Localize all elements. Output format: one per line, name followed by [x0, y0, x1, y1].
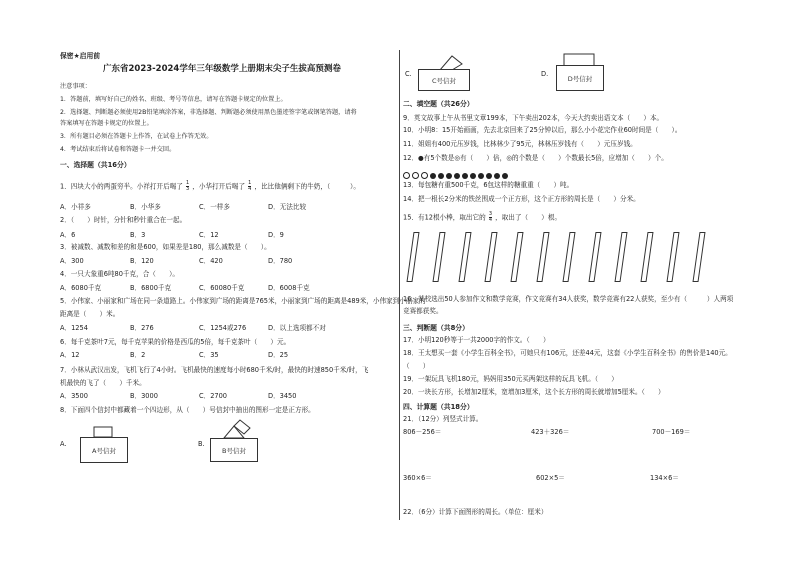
secret-label: 保密★启用前 [60, 52, 101, 60]
option[interactable]: C．2700 [199, 392, 227, 400]
option[interactable]: D．9 [268, 231, 284, 239]
question-16-cont: 竞赛都获奖。 [403, 307, 443, 315]
question-19: 19．一架玩具飞机180元，妈妈用350元买两架这样的玩具飞机。（ ） [403, 375, 618, 383]
fraction [186, 181, 189, 192]
envelope-b[interactable] [210, 418, 258, 463]
stick-icon [536, 232, 549, 282]
note-item: 4．考试结束后将试卷和答题卡一并交回。 [60, 146, 176, 153]
option-letter[interactable]: C. [405, 70, 412, 78]
frac-num: 1 [186, 180, 190, 186]
question-22: 22．（6分）计算下面图形的周长。（单位：厘米） [403, 508, 548, 516]
stick-icon [692, 232, 705, 282]
option[interactable]: A．1254 [60, 324, 88, 332]
option[interactable]: D．3450 [268, 392, 297, 400]
stick-icon [666, 232, 679, 282]
envelope-a[interactable] [80, 423, 128, 463]
open-circle-icon [412, 172, 419, 179]
stick-icon [614, 232, 627, 282]
option[interactable]: D．780 [268, 257, 293, 265]
option[interactable]: A．300 [60, 257, 84, 265]
filled-circle-icon [462, 173, 468, 179]
q12-num: 12． [403, 154, 418, 162]
filled-circle-icon [454, 173, 460, 179]
option[interactable]: B．6800千克 [130, 284, 172, 292]
q1-text: ，比比他俩剩下的牛奶，（ ）。 [254, 182, 360, 191]
envelope-d[interactable] [556, 52, 604, 92]
filled-circle-icon [446, 173, 452, 179]
question-17: 17．小明120秒等于一共2000字的作文。（ ） [403, 336, 550, 344]
calc-item: 134×6＝ [650, 474, 679, 482]
calc-item: 602×5＝ [536, 474, 565, 482]
q1-text: ，小华打开后喝了 [192, 182, 246, 191]
open-circle-icon [403, 172, 410, 179]
question-3: 3．被减数、减数和差的和是600，如果差是180，那么减数是（ ）。 [60, 243, 271, 251]
note-item: 1．答题前，填写好自己的姓名、班级、考号等信息，请写在答题卡规定的位置上。 [60, 96, 287, 103]
question-8: 8．下面四个信封中都藏着一个四边形，从（ ）号信封中抽出的图形一定是正方形。 [60, 406, 315, 414]
question-20: 20．一块长方形，长增加2厘米，宽增加3厘米，这个长方形的周长就增加5厘米。（ ） [403, 388, 665, 396]
envelope-label: C号信封 [418, 69, 470, 91]
stick-icon [432, 232, 445, 282]
filled-circle-icon [438, 173, 444, 179]
stick-icon [588, 232, 601, 282]
option[interactable]: D．无法比较 [268, 203, 307, 211]
stick-icon [484, 232, 497, 282]
note-item: 3．所有题目必须在答题卡上作答，在试卷上作答无效。 [60, 133, 213, 140]
question-10: 10．小明8：15开始画画，先去北京回来了25分钟以后，那么小小花完作业60时间是（ ）。 [403, 126, 682, 134]
option[interactable]: B．276 [130, 324, 154, 332]
filled-circle-icon [486, 173, 492, 179]
filled-circle-icon [470, 173, 476, 179]
fraction [248, 181, 251, 192]
q1-text: 1．四块大小的两蛋穷半。小祥打开后喝了 [60, 182, 183, 191]
q15-text: 15．有12根小棒，取出它的 [403, 213, 486, 222]
envelope-label: A号信封 [80, 437, 128, 463]
open-circle-icon [421, 172, 428, 179]
note-item: 答案填写在答题卡规定的位置上。 [60, 120, 153, 127]
option[interactable]: A．6080千克 [60, 284, 102, 292]
option[interactable]: B．3000 [130, 392, 158, 400]
envelope-flap-icon [556, 52, 604, 66]
option[interactable]: C．一样多 [199, 203, 230, 211]
calc-item: 806－256＝ [403, 428, 442, 436]
envelope-c[interactable] [418, 52, 470, 92]
option-letter[interactable]: A. [60, 440, 67, 448]
question-9: 9．英文故事上午从书里文章199本，下午卖出202本，今天大约卖出语文本（ ）本。 [403, 114, 664, 122]
stick-icon [510, 232, 523, 282]
notes-heading: 注意事项： [60, 83, 91, 90]
option[interactable]: A．6 [60, 231, 76, 239]
option[interactable]: C．60080千克 [199, 284, 245, 292]
option[interactable]: B．2 [130, 351, 146, 359]
section-heading: 三、判断题（共8分） [403, 324, 469, 332]
question-2: 2．（ ）时针，分针和秒针重合在一起。 [60, 216, 187, 224]
option[interactable]: C．35 [199, 351, 219, 359]
option[interactable]: A．12 [60, 351, 80, 359]
q12-end: 。 [661, 154, 668, 162]
option[interactable]: A．小祥多 [60, 203, 91, 211]
note-item: 2．选择题、判断题必须使用2B铅笔填涂答案，非选择题、判断题必须使用黑色墨迹签字笔或钢笔答题，请将 [60, 109, 357, 116]
filled-circle-icon [502, 173, 508, 179]
section-heading: 四、计算题（共18分） [403, 403, 474, 411]
option[interactable]: D．以上选项都不对 [268, 324, 326, 332]
envelope-flap-icon [210, 418, 258, 438]
sticks-figure [410, 230, 740, 285]
option[interactable]: A．3500 [60, 392, 88, 400]
question-15 [403, 212, 561, 223]
calc-item: 700－169＝ [652, 428, 691, 436]
calc-item: 423＋326＝ [531, 428, 570, 436]
fraction [489, 212, 492, 223]
frac-den: 4 [248, 186, 252, 192]
envelope-label: D号信封 [556, 65, 604, 91]
option[interactable]: D．6008千克 [268, 284, 310, 292]
option-letter[interactable]: B. [198, 440, 205, 448]
option[interactable]: C．1254或276 [199, 324, 247, 332]
option[interactable]: B．小华多 [130, 203, 161, 211]
question-1 [60, 181, 360, 192]
question-7: 7．小林从武汉出发，飞机飞行了4小时。飞机最快的速度每小时680千米/时，最快的时速850千米/时，飞 [60, 366, 369, 374]
filled-circle-icon [494, 173, 500, 179]
envelope-flap-icon [418, 52, 470, 70]
stick-icon [562, 232, 575, 282]
option-letter[interactable]: D. [541, 70, 549, 78]
question-16: 16．某校选出50人参加作文和数学竞赛，作文竞赛有34人获奖，数学竞赛有22人获奖，至少有（ ）人两项 [403, 295, 734, 303]
stick-icon [640, 232, 653, 282]
question-11: 11．姐姐有400元压岁钱，比林林少了95元，林林压岁钱有（ ）元压岁钱。 [403, 140, 637, 148]
section-heading: 一、选择题（共16分） [60, 161, 131, 169]
envelope-flap-icon [80, 423, 128, 437]
q12-text: ●有5个数是◎有（ ）倍，◎的个数是（ ）个数最长5倍，应增加（ ）个 [417, 154, 662, 162]
stick-icon [406, 232, 419, 282]
page-title: 广东省2023-2024学年三年级数学上册期末尖子生拔高预测卷 [103, 64, 341, 74]
question-7-cont: 机最快的飞了（ ）千米。 [60, 379, 146, 387]
option[interactable]: C．420 [199, 257, 223, 265]
question-5: 5．小伟家、小丽家和广场在同一条道路上。小伟家到广场的距离是765米，小丽家到广场的距离是489米，小伟家到小丽家的 [60, 297, 426, 305]
filled-circle-icon [478, 173, 484, 179]
filled-circle-icon [430, 173, 436, 179]
question-18-cont: （ ） [403, 362, 430, 370]
option[interactable]: D．25 [268, 351, 289, 359]
stick-icon [458, 232, 471, 282]
envelope-label: B号信封 [210, 438, 258, 462]
q15-text: ，取出了（ ）根。 [495, 213, 562, 222]
question-5-cont: 距离是（ ）米。 [60, 310, 120, 318]
frac-num: 3 [488, 211, 493, 217]
calc-item: 360×6＝ [403, 474, 432, 482]
frac-den: 3 [186, 186, 190, 192]
question-12 [403, 154, 668, 162]
question-18: 18．王太想买一套《小学生百科全书》，可她只有106元，还差44元，这套《小学生百科全书》的售价是140元。 [403, 349, 732, 357]
question-21: 21．（12分）列竖式计算。 [403, 415, 483, 423]
question-13: 13．每包糖有重500千克，6包这样的糖重重（ ）吨。 [403, 181, 574, 189]
option[interactable]: B．3 [130, 231, 146, 239]
frac-num: 1 [248, 180, 252, 186]
option[interactable]: C．12 [199, 231, 219, 239]
section-heading: 二、填空题（共26分） [403, 100, 474, 108]
option[interactable]: B．120 [130, 257, 154, 265]
column-divider [399, 50, 400, 520]
question-4: 4．一只大象重6吨80千克，合（ ）。 [60, 270, 179, 278]
frac-den: 4 [488, 217, 493, 223]
question-6: 6．每千克茶叶7元，每千克苹果的价格是西瓜的5倍，每千克茶叶（ ）元。 [60, 338, 291, 346]
question-14: 14．把一根长2分米的铁丝围成一个正方形，这个正方形的周长是（ ）分米。 [403, 195, 640, 203]
